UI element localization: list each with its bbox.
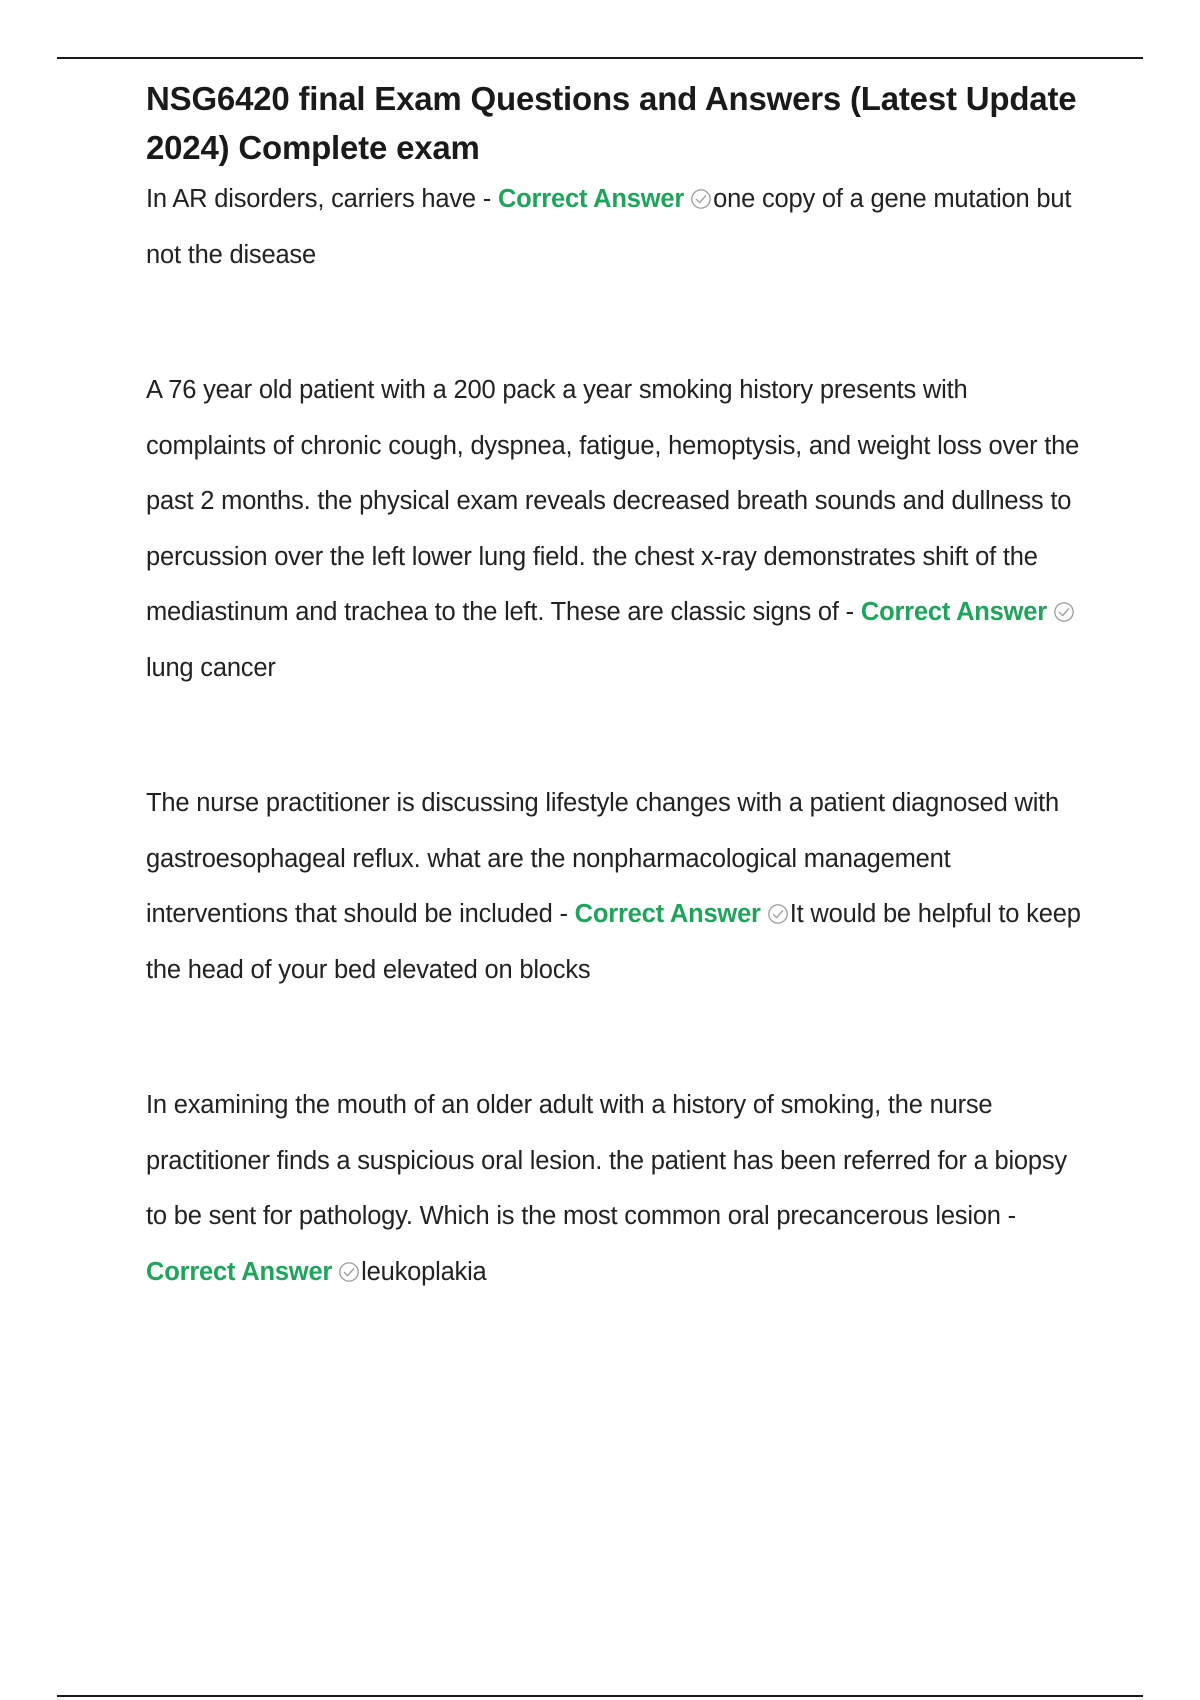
separator: - bbox=[475, 185, 498, 213]
correct-answer-label: Correct Answer bbox=[146, 1257, 333, 1286]
question-text: A 76 year old patient with a 200 pack a year smoking history presents with complaints of chronic cough, dyspnea, fatigue, hemoptysis, and weight loss over the past 2 months. the physical exam reveals decreased breath sounds and dullness to percussion over the left lower lung field. the chest x-ray demonstrates shift of the mediastinum and trachea to the left. These are classic signs of bbox=[146, 376, 1080, 626]
check-circle-icon bbox=[690, 188, 712, 210]
separator: - bbox=[1000, 1202, 1016, 1230]
qa-item bbox=[146, 1078, 1091, 1300]
correct-answer-label: Correct Answer bbox=[574, 900, 761, 928]
answer-text: lung cancer bbox=[146, 653, 276, 682]
check-circle-icon bbox=[767, 903, 789, 925]
bottom-rule bbox=[57, 1695, 1143, 1697]
answer-text: leukoplakia bbox=[361, 1257, 487, 1286]
separator: - bbox=[838, 598, 861, 626]
qa-item bbox=[146, 363, 1091, 696]
check-circle-icon bbox=[338, 1261, 360, 1283]
top-rule bbox=[57, 57, 1143, 59]
question-text: In examining the mouth of an older adult with a history of smoking, the nurse practitioner finds a suspicious oral lesion. the patient has been referred for a biopsy to be sent for pathology. Which is the most common oral precancerous lesion bbox=[146, 1091, 1067, 1230]
answer-text: It would be helpful to keep the head of your bed elevated on blocks bbox=[146, 900, 1081, 984]
document-title: NSG6420 final Exam Questions and Answers (Latest Update 2024) Complete exam bbox=[146, 80, 1077, 166]
document-body bbox=[146, 74, 1091, 1300]
correct-answer-label: Correct Answer bbox=[497, 185, 685, 213]
qa-item bbox=[146, 172, 1091, 283]
correct-answer-label: Correct Answer bbox=[860, 598, 1048, 626]
check-circle-icon bbox=[1053, 601, 1075, 623]
qa-item bbox=[146, 776, 1091, 998]
question-text: The nurse practitioner is discussing lifestyle changes with a patient diagnosed with gastroesophageal reflux. what are the nonpharmacological management interventions that should be included bbox=[146, 789, 1060, 928]
question-text: In AR disorders, carriers have bbox=[146, 185, 476, 213]
separator: - bbox=[552, 900, 575, 928]
answer-text: one copy of a gene mutation but not the disease bbox=[146, 185, 1072, 269]
